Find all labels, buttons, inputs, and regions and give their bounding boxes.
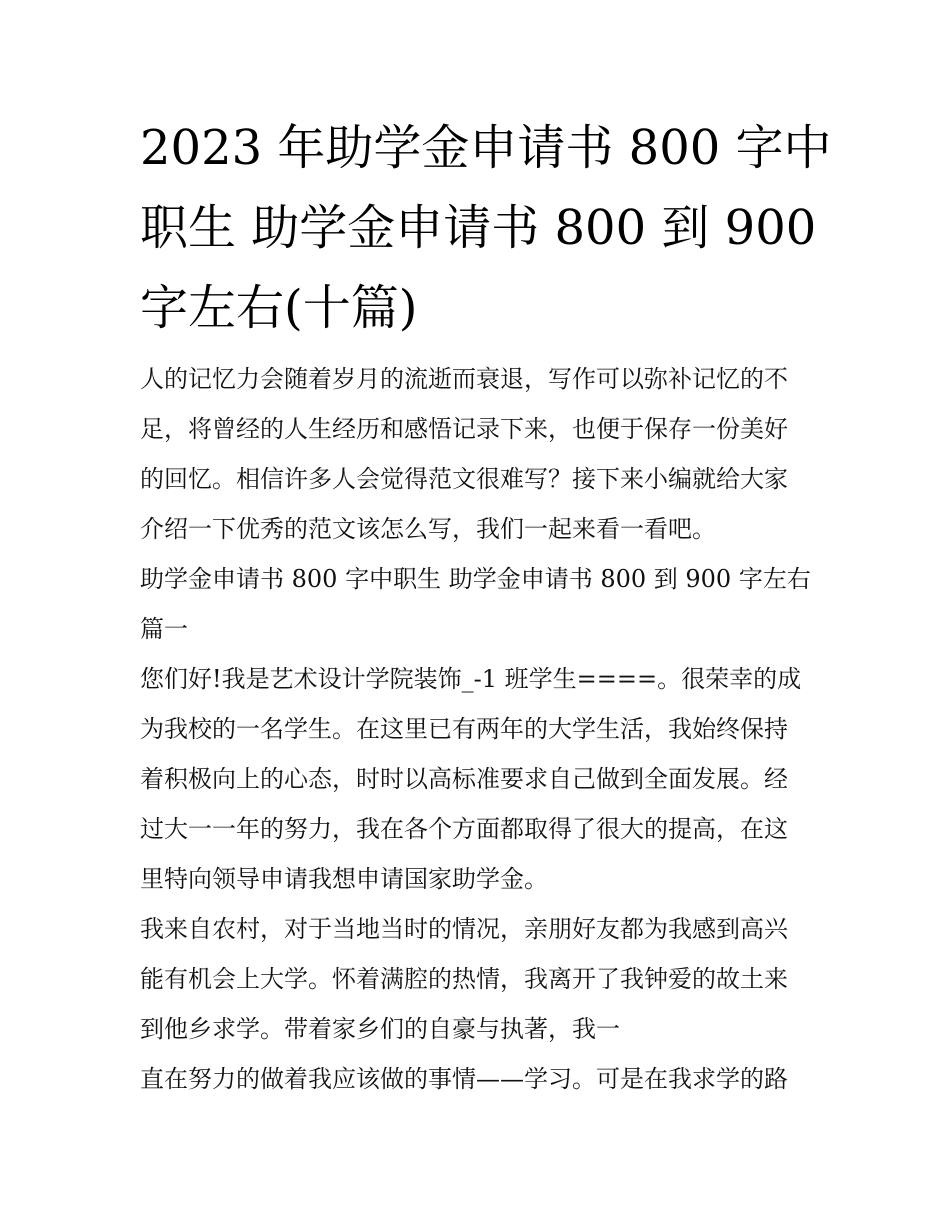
text-line: 过大一一年的努力，我在各个方面都取得了很大的提高，在这 [140, 815, 788, 843]
text-line: 着积极向上的心态，时时以高标准要求自己做到全面发展。经 [140, 765, 788, 793]
text-line: 我来自农村，对于当地当时的情况，亲朋好友都为我感到高兴 [140, 915, 788, 943]
text-line: 介绍一下优秀的范文该怎么写，我们一起来看一看吧。 [140, 515, 716, 543]
title-line: 字左右(十篇) [140, 280, 418, 336]
text-line: 的回忆。相信许多人会觉得范文很难写？接下来小编就给大家 [140, 465, 788, 493]
title-line: 职生 助学金申请书 800 到 900 [140, 200, 817, 256]
body-paragraph [140, 654, 820, 904]
text-line: 里特向领导申请我想申请国家助学金。 [140, 865, 548, 893]
intro-paragraph [140, 354, 820, 554]
section-heading: 助学金申请书 800 字中职生 助学金申请书 800 到 900 字左右 [140, 565, 811, 593]
section-subheading: 篇一 [140, 615, 188, 643]
body-paragraph [140, 1054, 820, 1104]
text-line: 人的记忆力会随着岁月的流逝而衰退，写作可以弥补记忆的不 [140, 365, 788, 393]
text-line: 您们好!我是艺术设计学院装饰_-1 班学生====。很荣幸的成 [140, 665, 802, 693]
document-title [140, 108, 832, 348]
text-line: 为我校的一名学生。在这里已有两年的大学生活，我始终保持 [140, 715, 788, 743]
document-body [140, 354, 820, 1104]
title-line: 2023 年助学金申请书 800 字中 [140, 120, 832, 176]
text-line: 能有机会上大学。怀着满腔的热情，我离开了我钟爱的故土来 [140, 965, 788, 993]
text-line: 到他乡求学。带着家乡们的自豪与执著，我一 [140, 1015, 620, 1043]
text-line: 直在努力的做着我应该做的事情——学习。可是在我求学的路 [140, 1065, 788, 1093]
body-paragraph [140, 904, 820, 1054]
text-line: 足，将曾经的人生经历和感悟记录下来，也便于保存一份美好 [140, 415, 788, 443]
